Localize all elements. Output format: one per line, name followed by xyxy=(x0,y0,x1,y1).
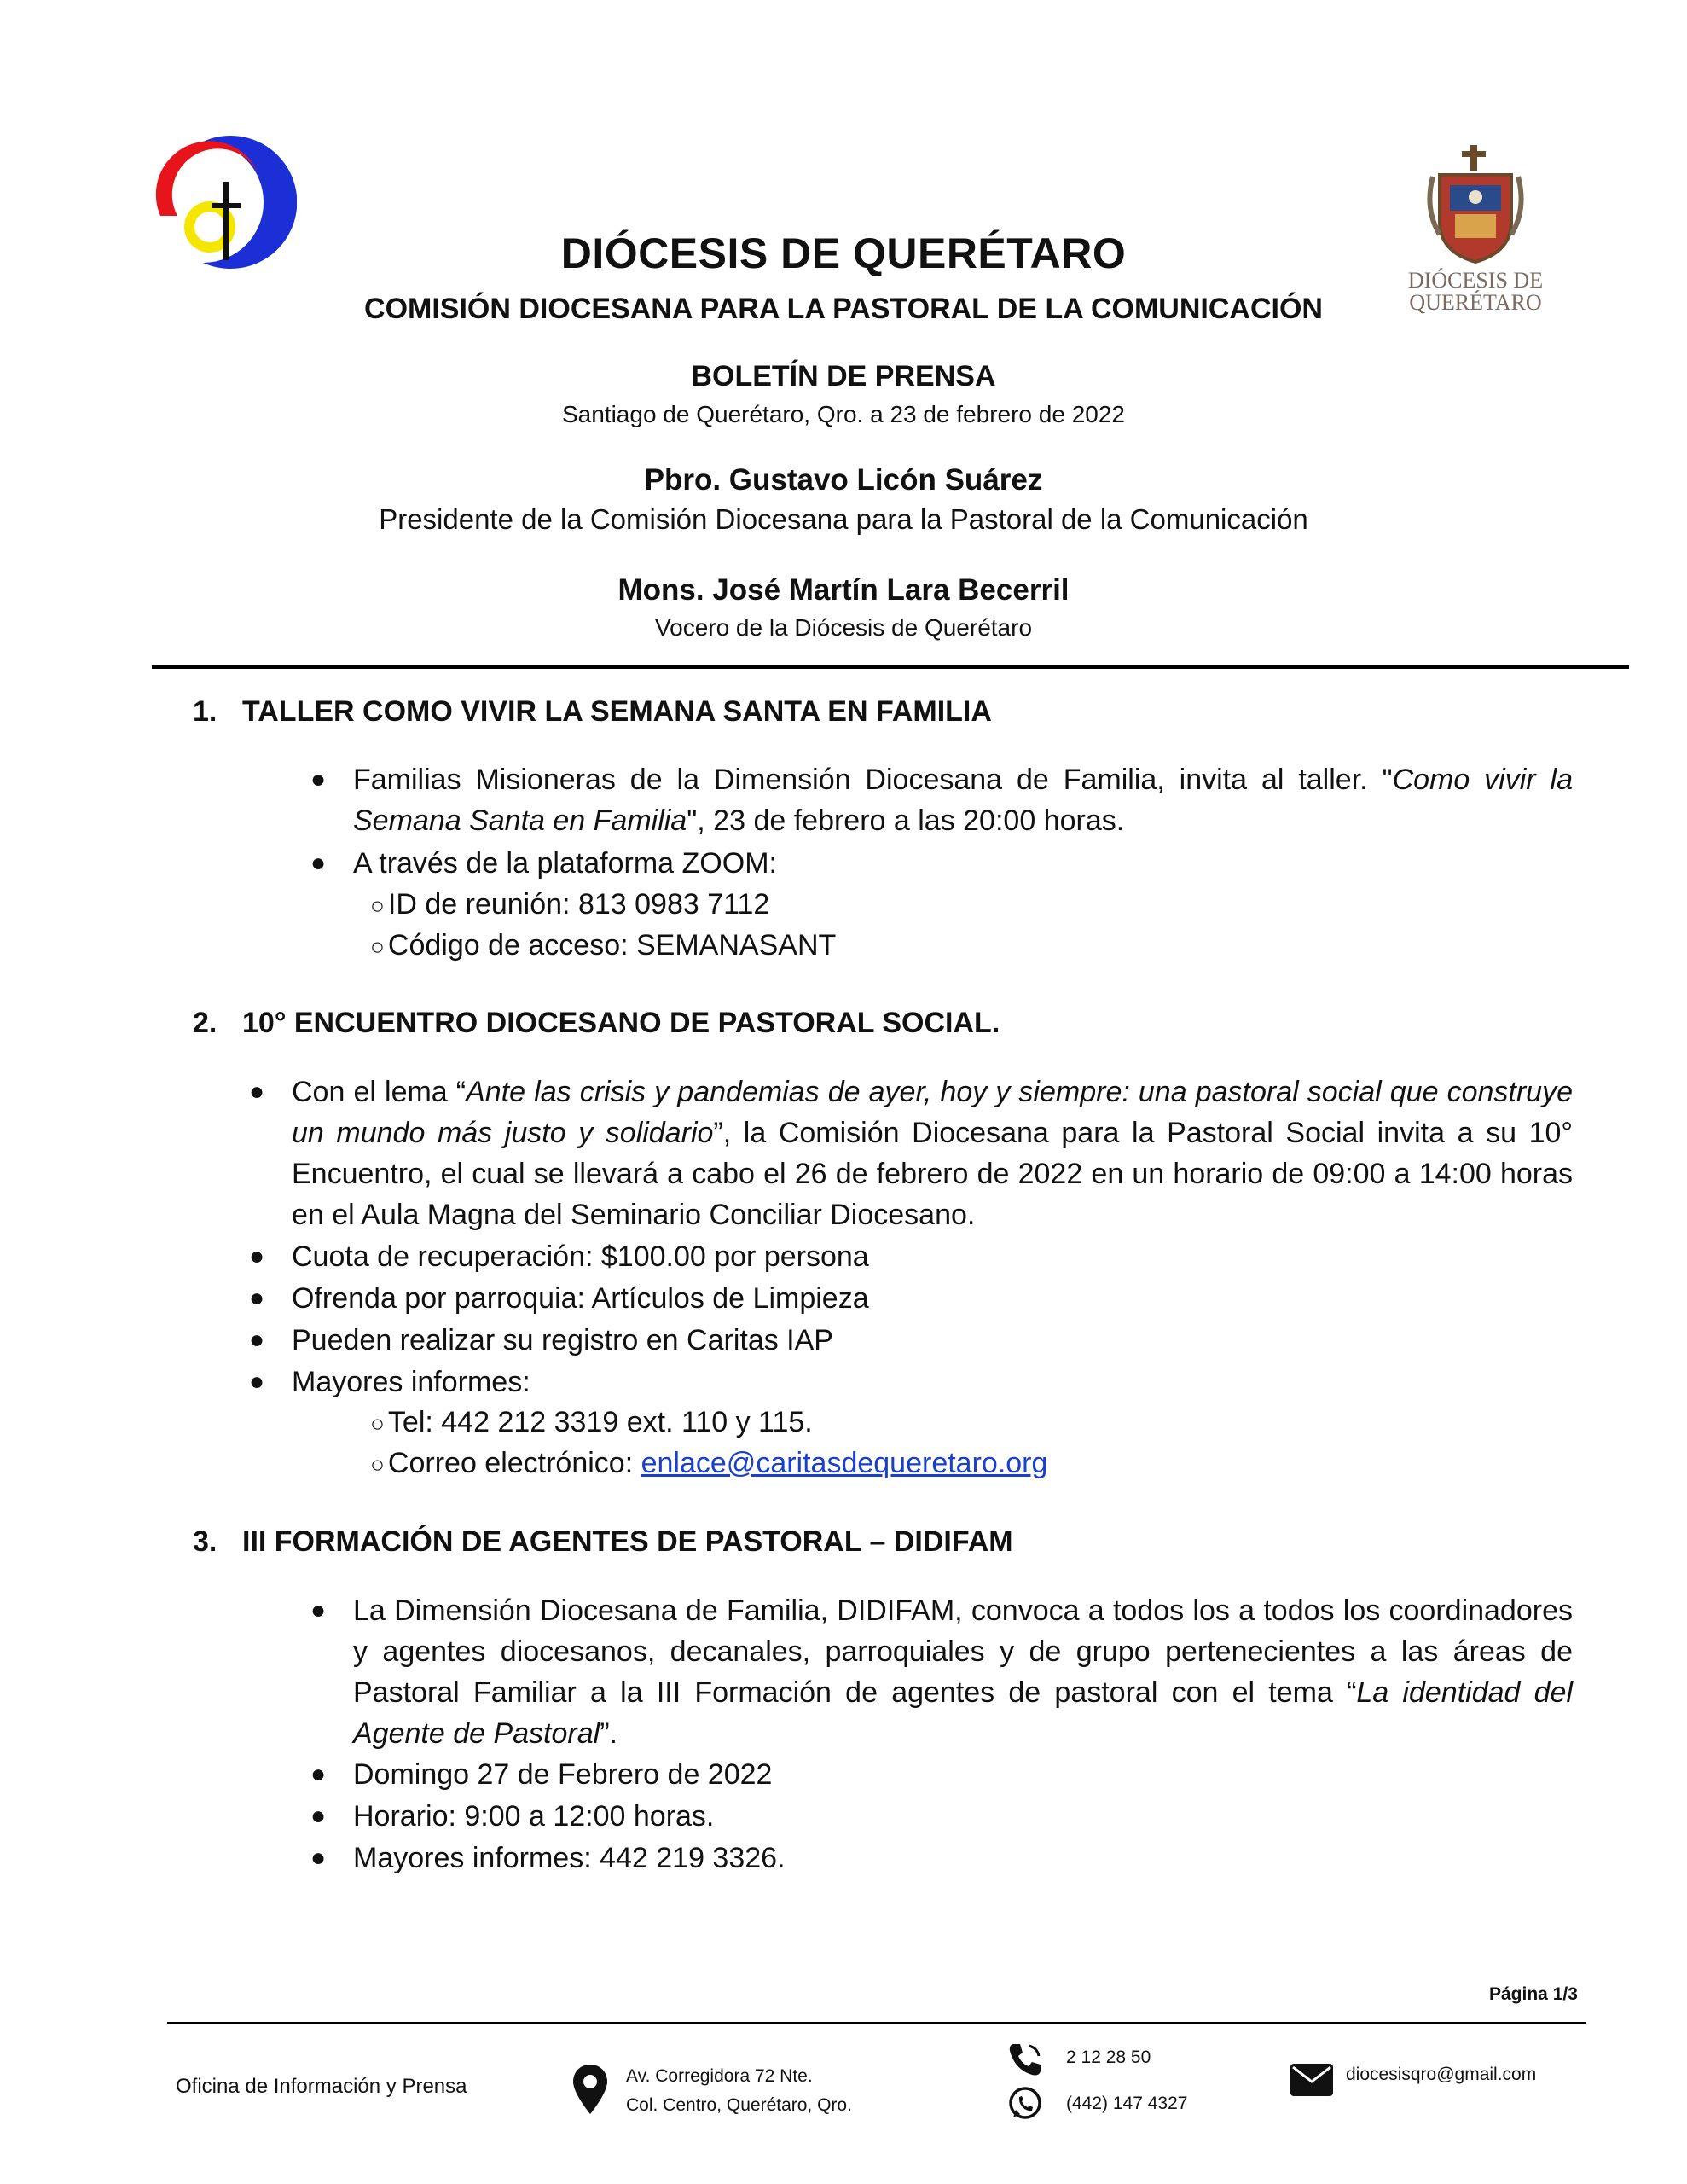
seal-caption-line1: DIÓCESIS DE xyxy=(1407,268,1544,293)
list-item xyxy=(310,1590,1574,1754)
address-line-2: Col. Centro, Querétaro, Qro. xyxy=(626,2095,852,2115)
theme: La identidad del Agente de Pastoral xyxy=(353,1676,1574,1750)
email-label: Correo electrónico: xyxy=(387,1447,641,1479)
email-link[interactable]: enlace@caritasdequeretaro.org xyxy=(641,1447,1048,1479)
meeting-id: ID de reunión: 813 0983 7112 xyxy=(387,888,770,921)
text: Domingo 27 de Febrero de 2022 xyxy=(353,1758,773,1791)
section-heading: TALLER COMO VIVIR LA SEMANA SANTA EN FAMILIA xyxy=(242,695,992,728)
bullet-icon: ● xyxy=(310,1760,327,1788)
text: Ofrenda por parroquia: Artículos de Limpieza xyxy=(292,1282,869,1315)
header-divider xyxy=(152,665,1629,669)
text: ”. xyxy=(600,1717,617,1750)
president-name: Pbro. Gustavo Licón Suárez xyxy=(644,463,1043,497)
circle-bullet-icon: ○ xyxy=(370,1410,385,1437)
bullet-icon: ● xyxy=(310,1844,327,1872)
bullet-icon: ● xyxy=(249,1077,265,1106)
list-item xyxy=(249,1236,1573,1277)
email-address: diocesisqro@gmail.com xyxy=(1346,2065,1537,2084)
page-number: Página 1/3 xyxy=(1489,1984,1578,2004)
bullet-icon: ● xyxy=(310,1802,327,1830)
text: Pueden realizar su registro en Caritas IAP xyxy=(292,1324,833,1356)
text: Cuota de recuperación: $100.00 por persona xyxy=(292,1240,869,1273)
circle-bullet-icon: ○ xyxy=(370,1451,385,1478)
seal-caption-line2: QUERÉTARO xyxy=(1409,290,1542,315)
mail-icon xyxy=(1290,2063,1334,2097)
text: Con el lema “ xyxy=(292,1076,467,1108)
circle-bullet-icon: ○ xyxy=(370,933,385,960)
spokesman-role: Vocero de la Diócesis de Querétaro xyxy=(654,614,1033,641)
motto: Ante las crisis y pandemias de ayer, hoy y siempre: una pastoral social que construye un mundo más justo y solidario xyxy=(292,1076,1573,1149)
list-item xyxy=(249,1278,1573,1319)
text: A través de la plataforma ZOOM: xyxy=(353,847,777,880)
section-1-title xyxy=(193,695,992,729)
bullet-icon: ● xyxy=(249,1326,265,1354)
sub-list-item xyxy=(370,925,836,967)
text: ”, la Comisión Diocesana para la Pastoral Social invita a su 10° Encuentro, el cual se llevará a cabo el 26 de febrero de 2022 en un horario de 09:00 a 14:00 horas en el Aula Magna del Seminario Conciliar Diocesano. xyxy=(292,1117,1573,1231)
bullet-icon: ● xyxy=(310,1596,327,1624)
page-title: DIÓCESIS DE QUERÉTARO xyxy=(560,229,1127,277)
diocese-seal-logo xyxy=(1399,141,1552,315)
bullet-icon: ● xyxy=(310,849,327,877)
section-number: 2. xyxy=(193,1007,217,1039)
location-pin-icon xyxy=(571,2063,609,2116)
phone-info: Tel: 442 212 3319 ext. 110 y 115. xyxy=(387,1406,813,1438)
list-item xyxy=(249,1362,1573,1403)
bullet-icon: ● xyxy=(249,1284,265,1312)
bullet-icon: ● xyxy=(310,765,327,793)
footer-divider xyxy=(167,2022,1586,2024)
access-code: Código de acceso: SEMANASANT xyxy=(387,929,837,961)
address-line-1: Av. Corregidora 72 Nte. xyxy=(626,2066,813,2086)
list-item xyxy=(310,1754,1573,1795)
text: Mayores informes: 442 219 3326. xyxy=(353,1842,786,1874)
text: Horario: 9:00 a 12:00 horas. xyxy=(353,1800,715,1833)
bullet-icon: ● xyxy=(249,1242,265,1270)
sub-list-item xyxy=(370,1443,1047,1485)
list-item xyxy=(310,759,1573,841)
whatsapp-icon xyxy=(1006,2085,1044,2123)
spokesman-name: Mons. José Martín Lara Becerril xyxy=(617,573,1070,607)
whatsapp-number: (442) 147 4327 xyxy=(1066,2094,1188,2113)
section-heading: 10° ENCUENTRO DIOCESANO DE PASTORAL SOCIAL. xyxy=(242,1007,1000,1039)
sub-list-item xyxy=(370,884,769,926)
section-number: 3. xyxy=(193,1525,217,1558)
list-item xyxy=(310,843,1573,884)
bullet-icon: ● xyxy=(249,1368,265,1396)
list-item xyxy=(310,1838,1573,1879)
office-name: Oficina de Información y Prensa xyxy=(176,2075,467,2098)
commission-subtitle: COMISIÓN DIOCESANA PARA LA PASTORAL DE LA COMUNICACIÓN xyxy=(364,293,1323,325)
section-heading: III FORMACIÓN DE AGENTES DE PASTORAL – DIDIFAM xyxy=(242,1525,1013,1558)
list-item xyxy=(310,1796,1573,1837)
event-title: Como vivir la Semana Santa en Familia xyxy=(353,764,1573,837)
section-3-title xyxy=(193,1525,1013,1559)
text: Mayores informes: xyxy=(292,1366,530,1398)
circle-bullet-icon: ○ xyxy=(370,892,385,919)
list-item xyxy=(249,1320,1573,1361)
section-number: 1. xyxy=(193,695,217,728)
sub-list-item xyxy=(370,1402,813,1444)
section-2-title xyxy=(193,1007,1000,1040)
text: Familias Misioneras de la Dimensión Diocesana de Familia, invita al taller. " xyxy=(353,764,1393,796)
bulletin-heading: BOLETÍN DE PRENSA xyxy=(691,360,996,392)
phone-icon xyxy=(1006,2041,1044,2078)
phone-number: 2 12 28 50 xyxy=(1066,2048,1151,2067)
place-date: Santiago de Querétaro, Qro. a 23 de febrero de 2022 xyxy=(561,401,1125,427)
list-item xyxy=(249,1072,1573,1235)
text: ", 23 de febrero a las 20:00 horas. xyxy=(687,804,1125,837)
president-role: Presidente de la Comisión Diocesana para la Pastoral de la Comunicación xyxy=(379,503,1308,535)
text: La Dimensión Diocesana de Familia, DIDIFAM, convoca a todos los a todos los coordinadores y agentes diocesanos, decanales, parroquiales y de grupo pertenecientes a las áreas de Pastoral Familiar a la III Formación de agentes de pastoral con el tema “ xyxy=(353,1594,1573,1709)
